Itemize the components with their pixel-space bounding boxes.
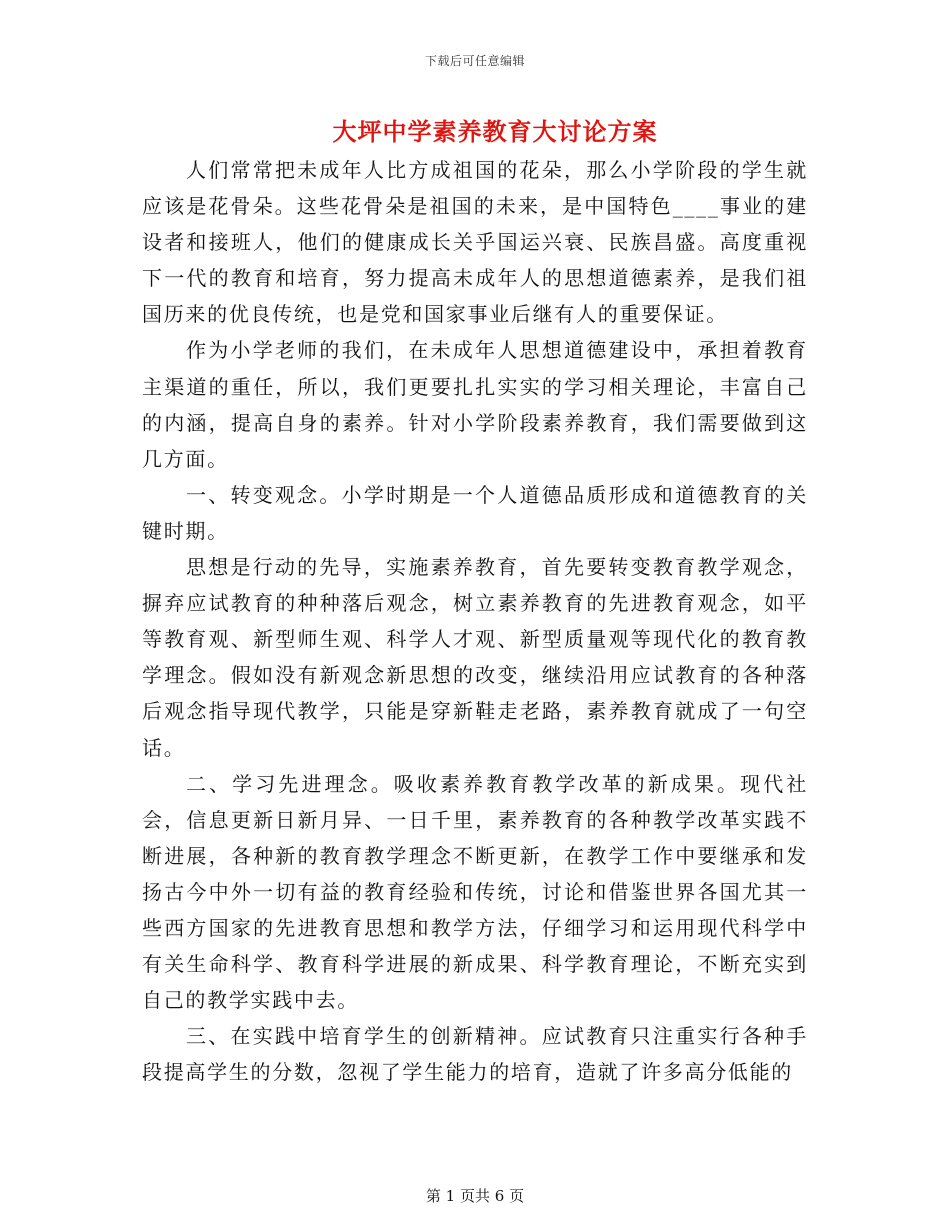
paragraph-section-two: 二、学习先进理念。吸收素养教育教学改革的新成果。现代社会，信息更新日新月异、一日千里，素养教育的各种教学改革实践不断进展，各种新的教育教学理念不断更新，在教学工作中要继承和发扬古今中外一切有益的教育经验和传统，讨论和借鉴世界各国尤其一些西方国家的先进教育思想和教学方法，仔细学习和运用现代科学中有关生命科学、教育科学进展的新成果、科学教育理论，不断充实到自己的教学实践中去。 <box>142 771 808 1013</box>
document-title: 大坪中学素养教育大讨论方案 <box>332 117 658 146</box>
page-number-footer: 第 1 页共 6 页 <box>425 1187 525 1205</box>
header-note: 下载后可任意编辑 <box>424 54 525 68</box>
paragraph-section-three: 三、在实践中培育学生的创新精神。应试教育只注重实行各种手段提高学生的分数，忽视了学生能力的培育，造就了许多高分低能的 <box>142 1024 808 1085</box>
paragraph-intro: 人们常常把未成年人比方成祖国的花朵，那么小学阶段的学生就应该是花骨朵。这些花骨朵是祖国的未来，是中国特色____事业的建设者和接班人，他们的健康成长关乎国运兴衰、民族昌盛。高度重视下一代的教育和培育，努力提高未成年人的思想道德素养，是我们祖国历来的优良传统，也是党和国家事业后继有人的重要保证。 <box>142 158 808 327</box>
paragraph-teacher-role: 作为小学老师的我们，在未成年人思想道德建设中，承担着教育主渠道的重任，所以，我们更要扎扎实实的学习相关理论，丰富自己的内涵，提高自身的素养。针对小学阶段素养教育，我们需要做到这几方面。 <box>142 338 808 471</box>
paragraph-section-one-detail: 思想是行动的先导，实施素养教育，首先要转变教育教学观念，摒弃应试教育的种种落后观念，树立素养教育的先进教育观念，如平等教育观、新型师生观、科学人才观、新型质量观等现代化的教育教学理念。假如没有新观念新思想的改变，继续沿用应试教育的各种落后观念指导现代教学，只能是穿新鞋走老路，素养教育就成了一句空话。 <box>142 555 808 760</box>
paragraph-section-one: 一、转变观念。小学时期是一个人道德品质形成和道德教育的关键时期。 <box>142 482 808 543</box>
document-body <box>142 152 808 1090</box>
